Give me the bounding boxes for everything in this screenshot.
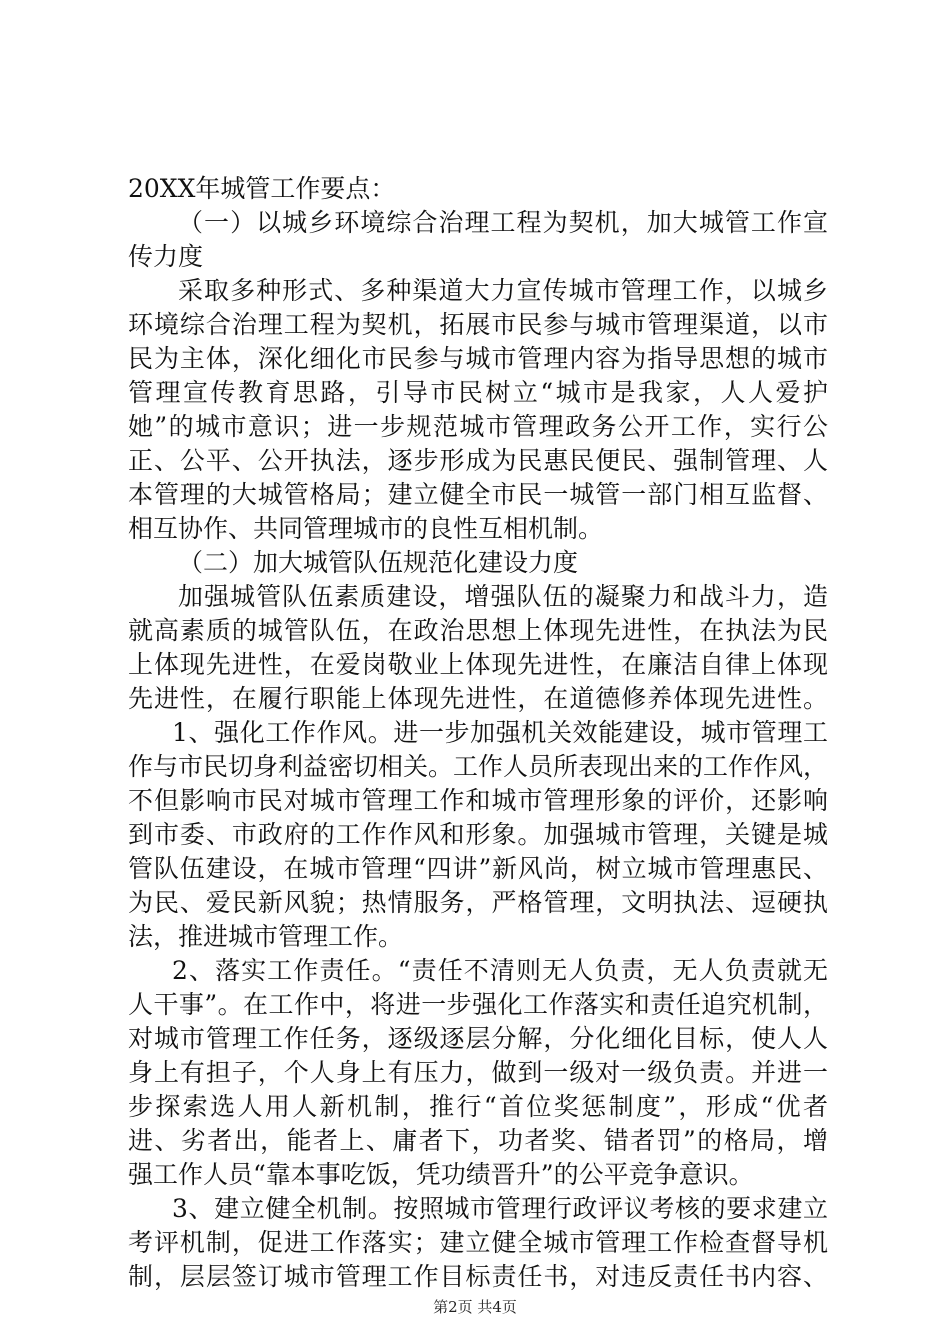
paragraph-line: 本管理的大城管格局；建立健全市民一城管一部门相互监督、: [128, 480, 828, 509]
paragraph-line: 先进性，在履行职能上体现先进性，在道德修养体现先进性。: [128, 684, 828, 713]
paragraph-line: 考评机制，促进工作落实；建立健全城市管理工作检查督导机: [128, 1228, 828, 1257]
paragraph-line: 1、强化工作作风。进一步加强机关效能建设，城市管理工: [172, 718, 828, 747]
paragraph-line: 人干事”。在工作中，将进一步强化工作落实和责任追究机制，: [128, 990, 828, 1019]
paragraph-line: 为民、爱民新风貌；热情服务，严格管理，文明执法、逗硬执: [128, 888, 828, 917]
paragraph-line: 2、落实工作责任。“责任不清则无人负责，无人负责就无: [172, 956, 828, 985]
paragraph-line: 采取多种形式、多种渠道大力宣传城市管理工作，以城乡: [178, 276, 828, 305]
paragraph-line: 管理宣传教育思路，引导市民树立“城市是我家，人人爱护: [128, 378, 828, 407]
paragraph-line: 她”的城市意识；进一步规范城市管理政务公开工作，实行公: [128, 412, 828, 441]
section-heading-1-cont: 传力度: [128, 242, 204, 271]
paragraph-line: 不但影响市民对城市管理工作和城市管理形象的评价，还影响: [128, 786, 828, 815]
paragraph-line: 环境综合治理工程为契机，拓展市民参与城市管理渠道，以市: [128, 310, 828, 339]
paragraph-line: 步探索选人用人新机制，推行“首位奖惩制度”，形成“优者: [128, 1092, 828, 1121]
paragraph-line: 就高素质的城管队伍，在政治思想上体现先进性，在执法为民: [128, 616, 828, 645]
paragraph-line: 作与市民切身利益密切相关。工作人员所表现出来的工作作风，: [128, 752, 828, 781]
paragraph-line: 进、劣者出，能者上、庸者下，功者奖、错者罚”的格局，增: [128, 1126, 828, 1155]
paragraph-line: 相互协作、共同管理城市的良性互相机制。: [128, 514, 604, 543]
paragraph-line: 民为主体，深化细化市民参与城市管理内容为指导思想的城市: [128, 344, 828, 373]
paragraph-line: 3、建立健全机制。按照城市管理行政评议考核的要求建立: [172, 1194, 828, 1223]
document-title: 20XX年城管工作要点：: [128, 174, 396, 203]
section-heading-2: （二）加大城管队伍规范化建设力度: [178, 548, 579, 577]
paragraph-line: 对城市管理工作任务，逐级逐层分解，分化细化目标，使人人: [128, 1024, 828, 1053]
page-number-footer: 第2页 共4页: [433, 1298, 517, 1316]
section-heading-1: （一）以城乡环境综合治理工程为契机，加大城管工作宣: [178, 208, 828, 237]
paragraph-line: 身上有担子，个人身上有压力，做到一级对一级负责。并进一: [128, 1058, 828, 1087]
paragraph-line: 正、公平、公开执法，逐步形成为民惠民便民、强制管理、人: [128, 446, 828, 475]
paragraph-line: 加强城管队伍素质建设，增强队伍的凝聚力和战斗力，造: [178, 582, 828, 611]
paragraph-line: 到市委、市政府的工作作风和形象。加强城市管理，关键是城: [128, 820, 828, 849]
paragraph-line: 管队伍建设，在城市管理“四讲”新风尚，树立城市管理惠民、: [128, 854, 828, 883]
paragraph-line: 制，层层签订城市管理工作目标责任书，对违反责任书内容、: [128, 1262, 828, 1291]
paragraph-line: 强工作人员“靠本事吃饭，凭功绩晋升”的公平竞争意识。: [128, 1160, 754, 1189]
paragraph-line: 上体现先进性，在爱岗敬业上体现先进性，在廉洁自律上体现: [128, 650, 828, 679]
paragraph-line: 法，推进城市管理工作。: [128, 922, 404, 951]
